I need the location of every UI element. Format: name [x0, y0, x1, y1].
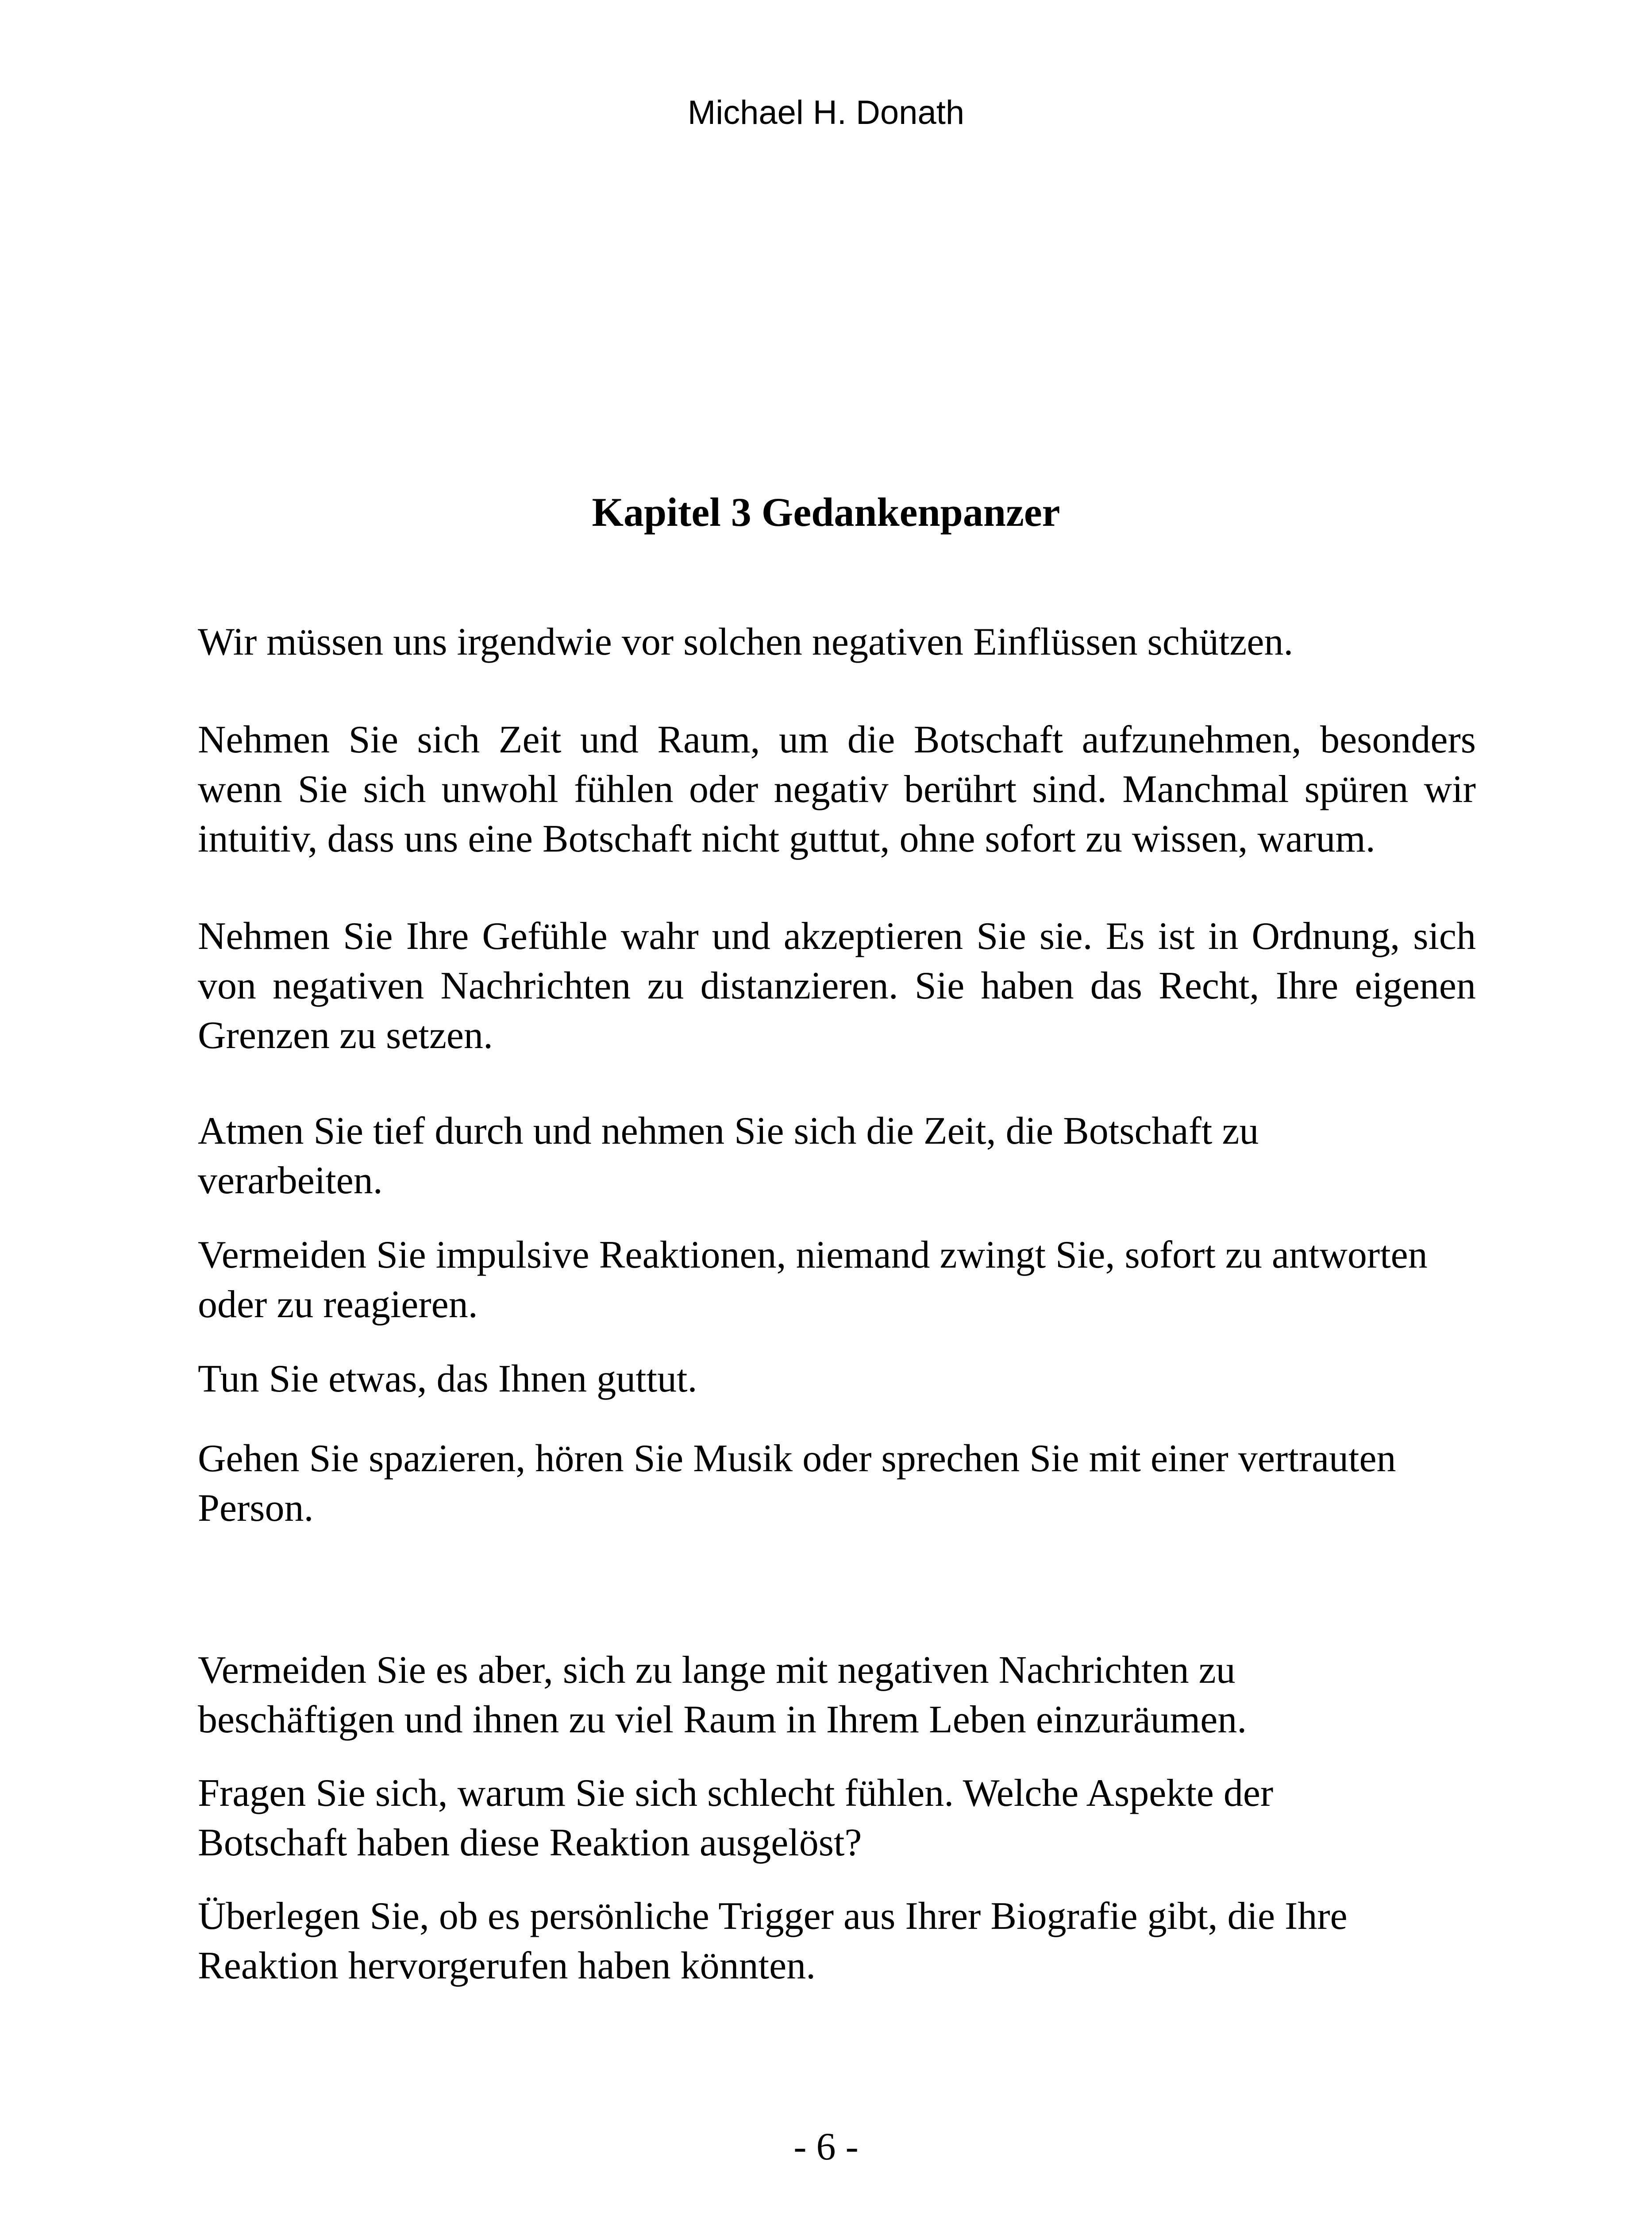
page-number: - 6 - [793, 2125, 859, 2168]
paragraph-9: Fragen Sie sich, warum Sie sich schlecht fühlen. Welche Aspekte der Botschaft haben diese Reaktion ausgelöst? [198, 1772, 1274, 1864]
paragraph-1: Wir müssen uns irgendwie vor solchen negativen Einflüssen schützen. [198, 621, 1294, 663]
paragraph-3: Nehmen Sie Ihre Gefühle wahr und akzeptieren Sie sie. Es ist in Ordnung, sich von negativen Nachrichten zu distanzieren. Sie haben das Recht, Ihre eigenen Grenzen zu setzen. [198, 915, 1476, 1057]
paragraph-4: Atmen Sie tief durch und nehmen Sie sich die Zeit, die Botschaft zu verarbeiten. [198, 1110, 1259, 1202]
paragraph-8: Vermeiden Sie es aber, sich zu lange mit negativen Nachrichten zu beschäftigen und ihnen zu viel Raum in Ihrem Leben einzuräumen. [198, 1649, 1247, 1741]
paragraph-7: Gehen Sie spazieren, hören Sie Musik oder sprechen Sie mit einer vertrauten Person. [198, 1437, 1396, 1530]
paragraph-5: Vermeiden Sie impulsive Reaktionen, niemand zwingt Sie, sofort zu antworten oder zu reagieren. [198, 1234, 1428, 1326]
chapter-title: Kapitel 3 Gedankenpanzer [592, 490, 1060, 535]
paragraph-2: Nehmen Sie sich Zeit und Raum, um die Botschaft aufzunehmen, besonders wenn Sie sich unwohl fühlen oder negativ berührt sind. Manchmal spüren wir intuitiv, dass uns eine Botschaft nicht guttut, ohne sofort zu wissen, warum. [198, 718, 1476, 860]
running-head-author: Michael H. Donath [687, 94, 965, 131]
paragraph-6: Tun Sie etwas, das Ihnen guttut. [198, 1357, 697, 1400]
paragraph-10: Überlegen Sie, ob es persönliche Trigger aus Ihrer Biografie gibt, die Ihre Reaktion hervorgerufen haben könnten. [198, 1895, 1348, 1987]
